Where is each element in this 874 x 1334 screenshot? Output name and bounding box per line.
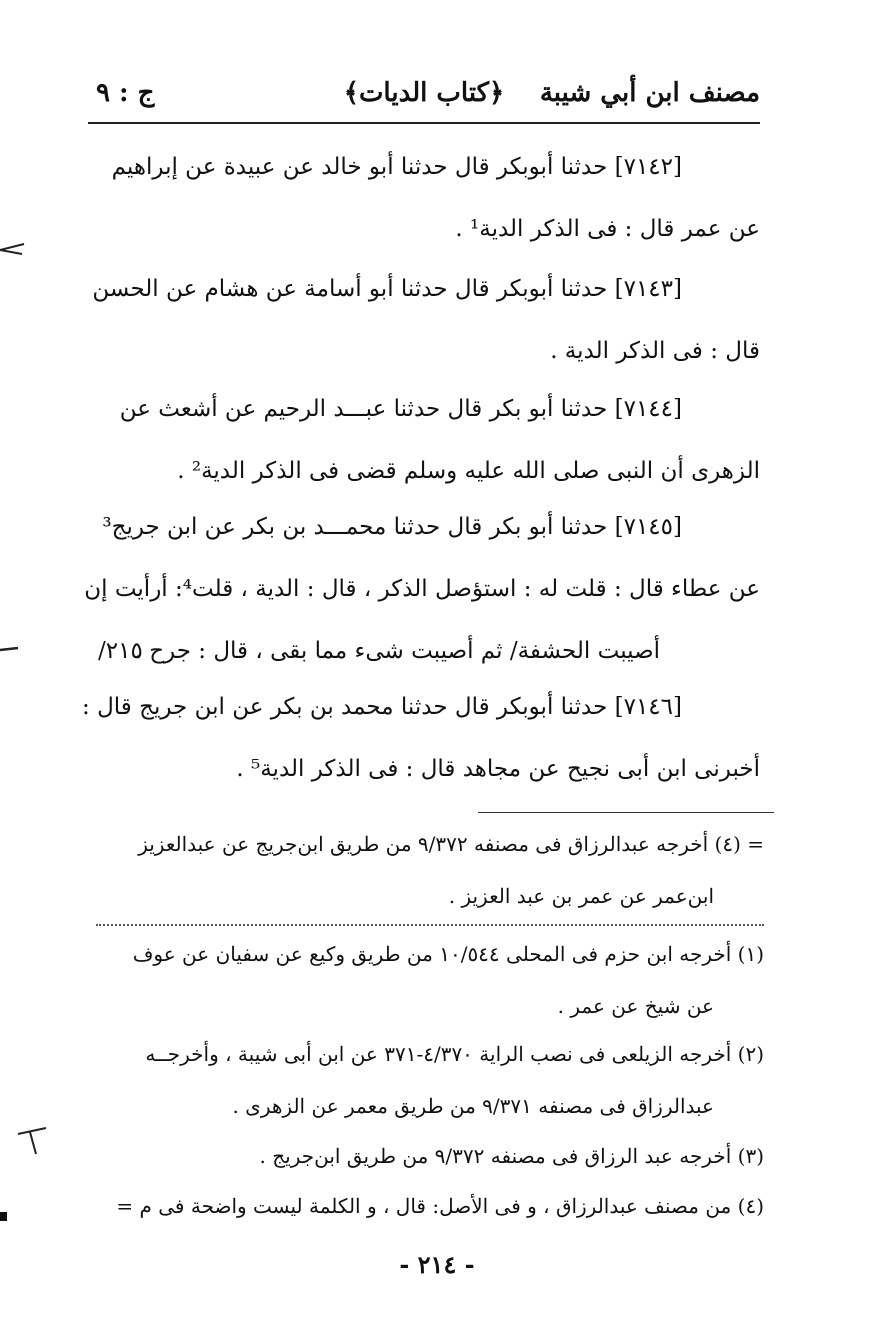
hadith-line: [٧١٤٦] حدثنا أبوبكر قال حدثنا محمد بن بكر عن ابن جريج قال :	[82, 694, 682, 720]
footnote-line: = (٤) أخرجه عبدالرزاق فى مصنفه ٩/٣٧٢ من طريق ابن‌جريج عن عبدالعزيز	[138, 832, 764, 856]
book-title: مصنف ابن أبي شيبة	[539, 78, 760, 108]
hadith-line: [٧١٤٣] حدثنا أبوبكر قال حدثنا أبو أسامة عن هشام عن الحسن	[92, 276, 682, 302]
footnote-divider	[96, 924, 764, 926]
hadith-line: [٧١٤٤] حدثنا أبو بكر قال حدثنا عبـــد الرحيم عن أشعث عن	[119, 396, 682, 422]
hadith-line: [٧١٤٢] حدثنا أبوبكر قال حدثنا أبو خالد عن عبيدة عن إبراهيم	[111, 154, 682, 180]
footnote-line: (١) أخرجه ابن حزم فى المحلى ١٠/٥٤٤ من طريق وكيع عن سفيان عن عوف	[132, 942, 764, 966]
hadith-line: أصيبت الحشفة/ ثم أصيبت شىء مما بقى ، قال : جرح .	[134, 638, 660, 664]
hadith-line: عن عطاء قال : قلت له : استؤصل الذكر ، قال : الدية ، قلت⁴: أرأيت إن	[84, 576, 760, 602]
footnote-1	[96, 928, 764, 1032]
hadith-7143	[92, 258, 760, 382]
hadith-7146	[82, 676, 760, 800]
hadith-7144	[96, 378, 760, 502]
hadith-7142	[96, 136, 760, 260]
hadith-line: عن عمر قال : فى الذكر الدية¹ .	[455, 216, 760, 242]
running-header	[88, 70, 760, 124]
footnote-3	[96, 1130, 764, 1182]
hadith-line: قال : فى الذكر الدية .	[550, 338, 760, 364]
page-number: - ٢١٤ -	[399, 1250, 475, 1279]
footnote-line: (٤) من مصنف عبدالرزاق ، و فى الأصل: قال ، و الكلمة ليست واضحة فى م =	[116, 1194, 764, 1218]
footnote-2	[96, 1028, 764, 1132]
footnote-4	[96, 1180, 764, 1232]
footnote-line: عبدالرزاق فى مصنفه ٩/٣٧١ من طريق معمر عن الزهرى .	[232, 1094, 714, 1118]
footnote-continued	[96, 818, 764, 922]
hadith-line: [٧١٤٥] حدثنا أبو بكر قال حدثنا محمـــد بن بكر عن ابن جريج³	[102, 514, 682, 540]
hadith-line: أخبرنى ابن أبى نجيح عن مجاهد قال : فى الذكر الدية⁵ .	[236, 756, 760, 782]
chapter-title: ﴿كتاب الديات﴾	[343, 78, 505, 108]
volume-number: ج : ٩	[96, 78, 155, 108]
footnote-line: (٢) أخرجه الزيلعى فى نصب الراية ٤/٣٧٠-٣٧١ عن ابن أبى شيبة ، وأخرجــه	[145, 1042, 764, 1066]
footnote-separator	[478, 812, 774, 813]
margin-ink-mark	[0, 1210, 10, 1224]
footnote-line: عن شيخ عن عمر .	[557, 994, 714, 1018]
hadith-7145	[84, 496, 760, 682]
footnote-line: ابن‌عمر عن عمر بن عبد العزيز .	[448, 884, 714, 908]
margin-arrow-mark	[0, 640, 20, 660]
margin-arrow-mark	[0, 236, 26, 260]
hadith-line: الزهرى أن النبى صلى الله عليه وسلم قضى فى الذكر الدية² .	[177, 458, 760, 484]
margin-page-reference: ٢١٥/	[98, 638, 143, 664]
footnote-line: (٣) أخرجه عبد الرزاق فى مصنفه ٩/٣٧٢ من طريق ابن‌جريج .	[259, 1144, 764, 1168]
margin-arrow-mark	[16, 1120, 52, 1160]
